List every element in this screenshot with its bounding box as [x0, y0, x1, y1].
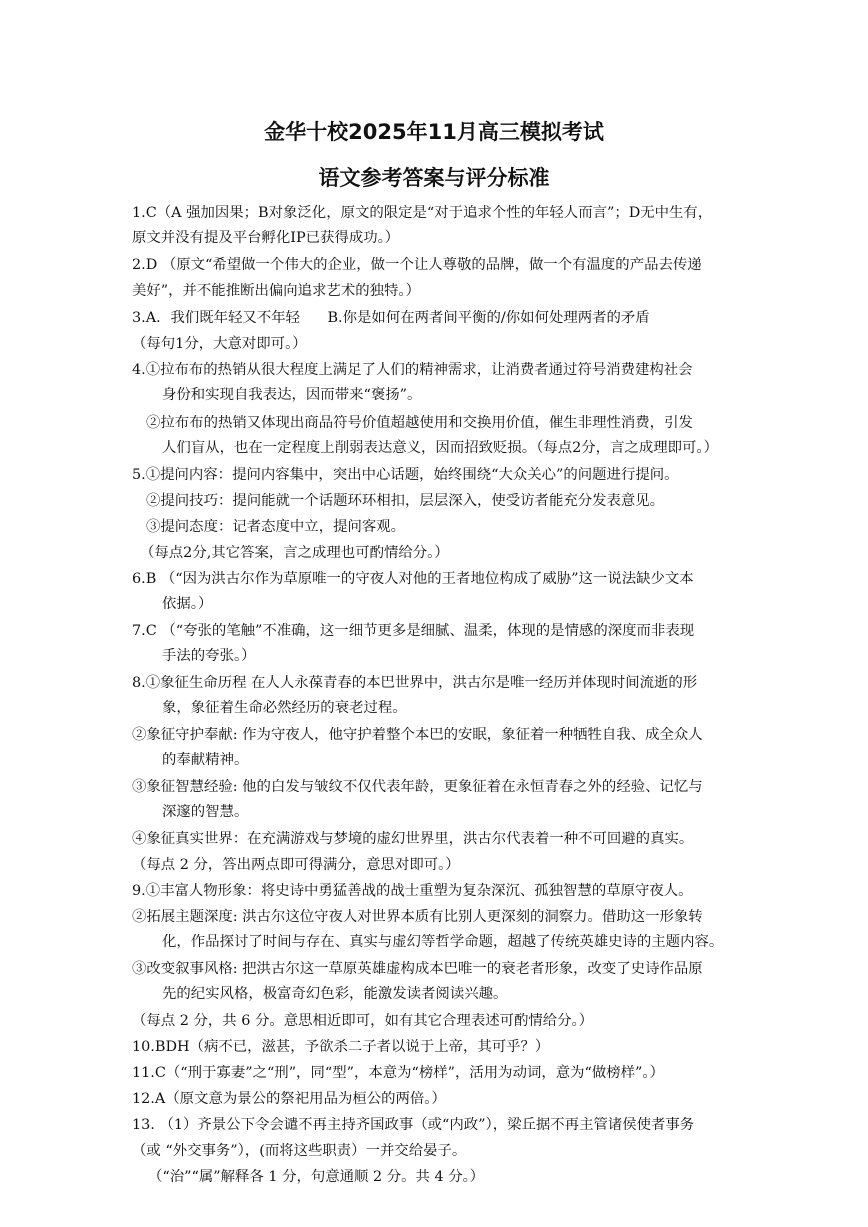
answer-line: （每点2分,其它答案，言之成理也可酌情给分。）	[140, 545, 449, 561]
answer-line: 10.BDH（病不已，滋甚，予欲杀二子者以说于上帝，其可乎？）	[132, 1039, 550, 1055]
answer-line: 13. （1）齐景公下令会谴不再主持齐国政事（或“内政”），梁丘据不再主管诸侯使者事务	[132, 1117, 695, 1133]
answer-line: 化，作品探讨了时间与存在、真实与虚幻等哲学命题，超越了传统英雄史诗的主题内容。	[162, 934, 724, 950]
answer-line: 3.A．我们既年轻又不年轻 B.你是如何在两者间平衡的/你如何处理两者的矛盾	[132, 310, 650, 326]
exam-title: 金华十校2025年11月高三模拟考试	[264, 120, 604, 144]
answer-line: ②提问技巧：提问能就一个话题环环相扣，层层深入，使受访者能充分发表意见。	[146, 493, 665, 509]
answer-line: （“治”“属”解释各 1 分，句意通顺 2 分。共 4 分。）	[148, 1169, 485, 1185]
answer-line: （每句1分，大意对即可。）	[132, 336, 307, 352]
answer-line: 8.①象征生命历程 在人人永葆青春的本巴世界中，洪古尔是唯一经历并体现时间流逝的形	[132, 675, 698, 691]
answer-line: 先的纪实风格，极富奇幻色彩，能激发读者阅读兴趣。	[162, 986, 508, 1002]
exam-subtitle: 语文参考答案与评分标准	[318, 166, 550, 190]
answer-line: ②拉布布的热销又体现出商品符号价值超越使用和交换用价值，催生非理性消费，引发	[146, 415, 693, 431]
answer-line: 9.①丰富人物形象：将史诗中勇猛善战的战士重塑为复杂深沉、孤独智慧的草原守夜人。	[132, 883, 693, 899]
answer-line: 11.C（“刑于寡妻”之“刑”，同“型”，本意为“榜样”，活用为动词，意为“做榜样”。）	[132, 1065, 664, 1081]
answer-line: ②象征守护奉献: 作为守夜人，他守护着整个本巴的安眠，象征着一种牺牲自我、成全众人	[132, 727, 703, 743]
answer-line: （每点 2 分，共 6 分。意思相近即可，如有其它合理表述可酌情给分。）	[132, 1013, 594, 1029]
answer-line: （或 “外交事务”），(而将这些职责）一并交给晏子。	[132, 1143, 467, 1159]
answer-line: 2.D （原文“希望做一个伟大的企业，做一个让人尊敬的品牌，做一个有温度的产品去传递	[132, 257, 702, 273]
answer-line: 深邃的智慧。	[162, 804, 249, 820]
answer-line: 的奉献精神。	[162, 752, 249, 768]
answer-line: 依据。）	[162, 596, 213, 612]
answer-line: 象，象征着生命必然经历的衰老过程。	[162, 700, 407, 716]
answer-line: 人们盲从，也在一定程度上削弱表达意义，因而招致贬损。（每点2分，言之成理即可。）	[162, 440, 718, 456]
answer-line: ③改变叙事风格: 把洪古尔这一草原英雄虚构成本巴唯一的衰老者形象，改变了史诗作品原	[132, 961, 703, 977]
answer-line: 1.C（A 强加因果；B对象泛化，原文的限定是“对于追求个性的年轻人而言”；D无中生有，	[132, 205, 713, 221]
answer-line: 7.C （“夸张的笔触”不准确，这一细节更多是细腻、温柔，体现的是情感的深度而非表现	[132, 623, 695, 639]
answer-line: 5.①提问内容：提问内容集中，突出中心话题，始终围绕“大众关心”的问题进行提问。	[132, 467, 679, 483]
answer-line: 6.B （“因为洪古尔作为草原唯一的守夜人对他的王者地位构成了威胁”这一说法缺少文本	[132, 571, 694, 587]
answer-line: （每点 2 分，答出两点即可得满分，意思对即可。）	[132, 857, 460, 873]
answer-line: ③象征智慧经验: 他的白发与皱纹不仅代表年龄，更象征着在永恒青春之外的经验、记忆与	[132, 779, 703, 795]
answer-line: 手法的夸张。）	[162, 648, 256, 664]
answer-line: 4.①拉布布的热销从很大程度上满足了人们的精神需求，让消费者通过符号消费建构社会	[132, 362, 693, 378]
answer-line: 美好”，并不能推断出偏向追求艺术的独特。）	[132, 283, 420, 299]
answer-line: ②拓展主题深度: 洪古尔这位守夜人对世界本质有比别人更深刻的洞察力。借助这一形象转	[132, 909, 703, 925]
answer-line: ③提问态度：记者态度中立，提问客观。	[146, 519, 406, 535]
answer-line: 12.A（原文意为景公的祭祀用品为桓公的两倍。）	[132, 1091, 446, 1107]
answer-line: 身份和实现自我表达，因而带来“褒扬”。	[162, 387, 422, 403]
answer-line: ④象征真实世界：在充满游戏与梦境的虚幻世界里，洪古尔代表着一种不可回避的真实。	[132, 831, 694, 847]
answer-line: 原文并没有提及平台孵化IP已获得成功。）	[132, 230, 400, 246]
